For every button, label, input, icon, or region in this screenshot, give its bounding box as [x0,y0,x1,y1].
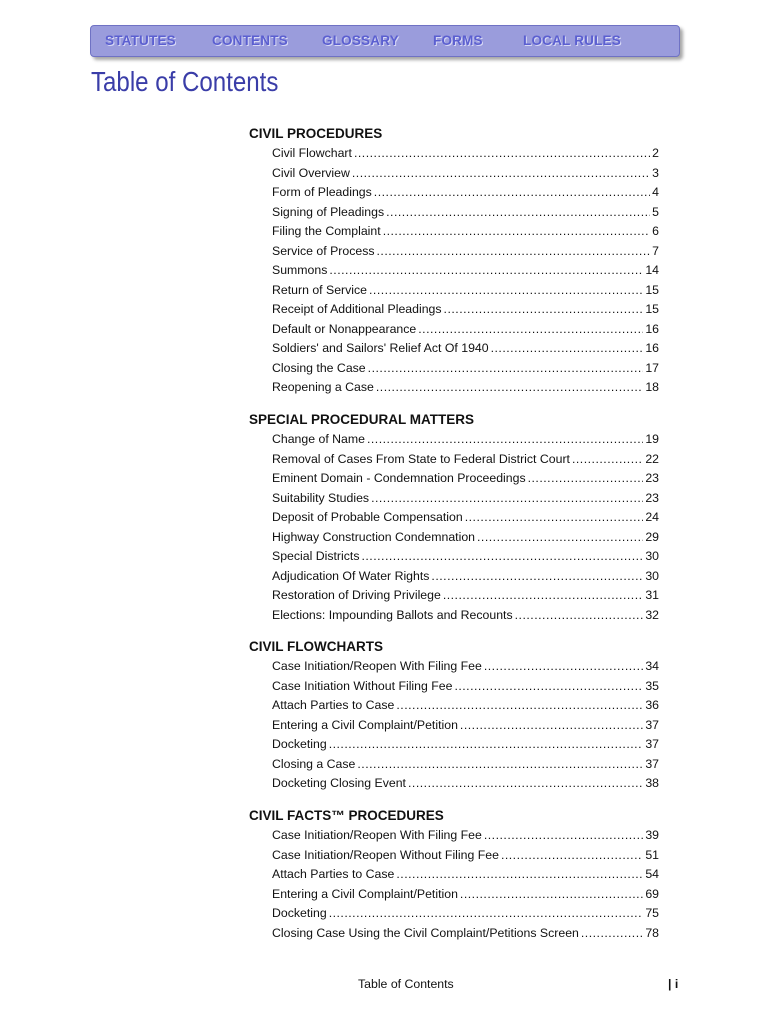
toc-entry-title: Adjudication Of Water Rights [272,568,430,583]
toc-entry-page: 7 [652,243,659,258]
toc-entry-title: Docketing [272,906,327,920]
dot-leader [431,567,643,587]
toc-entry-title: Summons [272,263,328,277]
toc-entry-title: Filing the Complaint [272,224,381,238]
toc-entry-page: 15 [645,302,659,316]
toc-entry-title: Form of Pleadings [272,185,372,199]
toc-entry[interactable] [272,300,659,320]
toc-entry[interactable] [272,339,659,359]
dot-leader [581,924,643,944]
toc-entry[interactable] [272,528,659,548]
toc-entry[interactable] [272,865,659,885]
toc-entry[interactable] [272,144,659,164]
toc-entry[interactable] [272,378,659,398]
toc-entry-title: Reopening a Case [272,380,374,394]
nav-tab-glossary[interactable]: GLOSSARY [322,33,399,48]
dot-leader [354,144,650,164]
section-heading: CIVIL PROCEDURES [249,126,383,141]
toc-entry[interactable] [272,774,659,794]
toc-entry-title: Removal of Cases From State to Federal District Court [272,451,570,466]
dot-leader [460,716,643,736]
footer-page-number: | i [668,977,679,991]
toc-entry-title: Elections: Impounding Ballots and Recounts [272,607,513,622]
toc-entry[interactable] [272,924,659,944]
toc-entry[interactable] [272,222,659,242]
toc-entry-page: 69 [645,886,659,901]
toc-entry-title: Eminent Domain - Condemnation Proceedings [272,471,526,485]
toc-entry-title: Case Initiation/Reopen Without Filing Fee [272,847,499,862]
nav-tab-statutes[interactable]: STATUTES [105,33,176,48]
toc-entry-title: Entering a Civil Complaint/Petition [272,717,458,732]
dot-leader [374,183,650,203]
toc-entry-title: Closing the Case [272,360,366,375]
footer-title: Table of Contents [358,977,454,991]
toc-section [249,806,659,943]
toc-entry-title: Civil Overview [272,165,350,180]
toc-entry[interactable] [272,469,659,489]
toc-entry-title: Change of Name [272,432,365,446]
dot-leader [408,774,643,794]
toc-entry[interactable] [272,755,659,775]
toc-entry-page: 17 [645,360,659,375]
dot-leader [357,755,643,775]
toc-entry-title: Case Initiation/Reopen With Filing Fee [272,659,482,673]
dot-leader [484,826,643,846]
toc-entry-title: Closing Case Using the Civil Complaint/Petitions Screen [272,925,579,940]
toc-entry-page: 2 [652,146,659,160]
toc-entry-title: Return of Service [272,282,368,297]
toc-entry-title: Default or Nonappearance [272,321,417,336]
dot-leader [491,339,644,359]
toc-entry-page: 22 [645,451,659,466]
dot-leader [329,904,644,924]
toc-entry-page: 37 [645,737,659,751]
toc-entry-page: 15 [645,282,659,297]
dot-leader [454,677,643,697]
toc-entry-page: 75 [645,906,659,920]
dot-leader [369,281,643,301]
toc-entry-page: 38 [645,776,659,790]
toc-entry[interactable] [272,567,659,587]
toc-entry-title: Case Initiation Without Filing Fee [272,678,453,693]
toc-entry-page: 14 [645,263,659,277]
toc-entry[interactable] [272,606,659,626]
toc-entry[interactable] [272,657,659,677]
dot-leader [377,242,651,262]
toc-entry-page: 36 [645,698,659,712]
toc-entry-title: Deposit of Probable Compensation [272,510,463,524]
toc-entry[interactable] [272,826,659,846]
dot-leader [572,450,643,470]
toc-entry[interactable] [272,359,659,379]
toc-entry-title: Suitability Studies [272,490,370,505]
dot-leader [367,430,643,450]
toc-entry-page: 34 [645,659,659,673]
dot-leader [443,586,644,606]
dot-leader [383,222,650,242]
toc-entry[interactable] [272,735,659,755]
toc-entry-title: Docketing [272,737,327,751]
toc-entry-page: 54 [645,867,659,881]
toc-entry-page: 4 [652,185,659,199]
toc-entry[interactable] [272,261,659,281]
toc-entry[interactable] [272,489,659,509]
toc-entry-page: 32 [645,607,659,622]
dot-leader [465,508,644,528]
dot-leader [484,657,643,677]
toc-entry[interactable] [272,164,659,184]
toc-entry-page: 30 [645,549,659,563]
toc-entry-page: 37 [645,717,659,732]
toc-entry-page: 5 [652,204,659,219]
toc-entry-title: Receipt of Additional Pleadings [272,302,442,316]
dot-leader [418,320,643,340]
toc-entry[interactable] [272,904,659,924]
toc-entry-title: Attach Parties to Case [272,867,395,881]
toc-entry-page: 18 [645,380,659,394]
toc-entry-title: Special Districts [272,549,360,563]
section-heading: SPECIAL PROCEDURAL MATTERS [249,412,475,427]
toc-section [249,410,659,625]
toc-entry-title: Restoration of Driving Privilege [272,588,441,602]
dot-leader [352,164,650,184]
dot-leader [528,469,644,489]
dot-leader [368,359,644,379]
toc-entry-page: 6 [652,224,659,238]
dot-leader [376,378,643,398]
toc-entry[interactable] [272,586,659,606]
toc-entry-page: 35 [645,678,659,693]
toc-section [249,124,659,398]
dot-leader [386,203,650,223]
toc-entry[interactable] [272,450,659,470]
toc-entry-title: Attach Parties to Case [272,698,395,712]
dot-leader [361,547,643,567]
section-heading: CIVIL FACTS™ PROCEDURES [249,808,444,823]
toc-entry-page: 16 [645,321,659,336]
toc-entry[interactable] [272,547,659,567]
toc-entry-page: 39 [645,828,659,842]
toc-entry-page: 51 [645,847,659,862]
dot-leader [329,261,643,281]
toc-entry-page: 16 [645,341,659,355]
toc-entry-page: 19 [645,432,659,446]
toc-entry[interactable] [272,203,659,223]
dot-leader [477,528,643,548]
dot-leader [329,735,644,755]
toc-entry[interactable] [272,320,659,340]
toc-entry-page: 31 [645,588,659,602]
toc-entry-page: 23 [645,490,659,505]
toc-entry-page: 29 [645,529,659,544]
nav-tab-forms[interactable]: FORMS [433,33,483,48]
nav-tab-local-rules[interactable]: LOCAL RULES [523,33,621,48]
toc-entry[interactable] [272,183,659,203]
dot-leader [460,885,643,905]
toc-entry[interactable] [272,677,659,697]
toc-entry[interactable] [272,885,659,905]
toc-entry[interactable] [272,430,659,450]
toc-entry-page: 78 [645,925,659,940]
toc-entry[interactable] [272,242,659,262]
toc-entry[interactable] [272,846,659,866]
toc-entry-title: Soldiers' and Sailors' Relief Act Of 1940 [272,341,489,355]
toc-entry[interactable] [272,716,659,736]
toc-entry-page: 30 [645,568,659,583]
nav-tab-contents[interactable]: CONTENTS [212,33,288,48]
toc-entry-title: Civil Flowchart [272,146,352,160]
dot-leader [444,300,644,320]
toc-section [249,637,659,794]
toc-entry-page: 23 [645,471,659,485]
toc-entry-title: Service of Process [272,243,375,258]
toc-entry-page: 3 [652,165,659,180]
dot-leader [371,489,643,509]
toc-entry-page: 37 [645,756,659,771]
dot-leader [515,606,644,626]
toc-entry-title: Entering a Civil Complaint/Petition [272,886,458,901]
toc-entry[interactable] [272,508,659,528]
toc-entry-title: Case Initiation/Reopen With Filing Fee [272,828,482,842]
toc-entry[interactable] [272,281,659,301]
dot-leader [501,846,643,866]
dot-leader [396,696,643,716]
toc-entry-title: Signing of Pleadings [272,204,385,219]
toc-entry-page: 24 [645,510,659,524]
top-nav-bar [90,25,680,57]
toc-entry-title: Highway Construction Condemnation [272,529,476,544]
toc-entry[interactable] [272,696,659,716]
page-title: Table of Contents [91,66,279,97]
section-heading: CIVIL FLOWCHARTS [249,639,383,654]
toc-entry-title: Docketing Closing Event [272,776,406,790]
dot-leader [396,865,643,885]
toc-entry-title: Closing a Case [272,756,356,771]
